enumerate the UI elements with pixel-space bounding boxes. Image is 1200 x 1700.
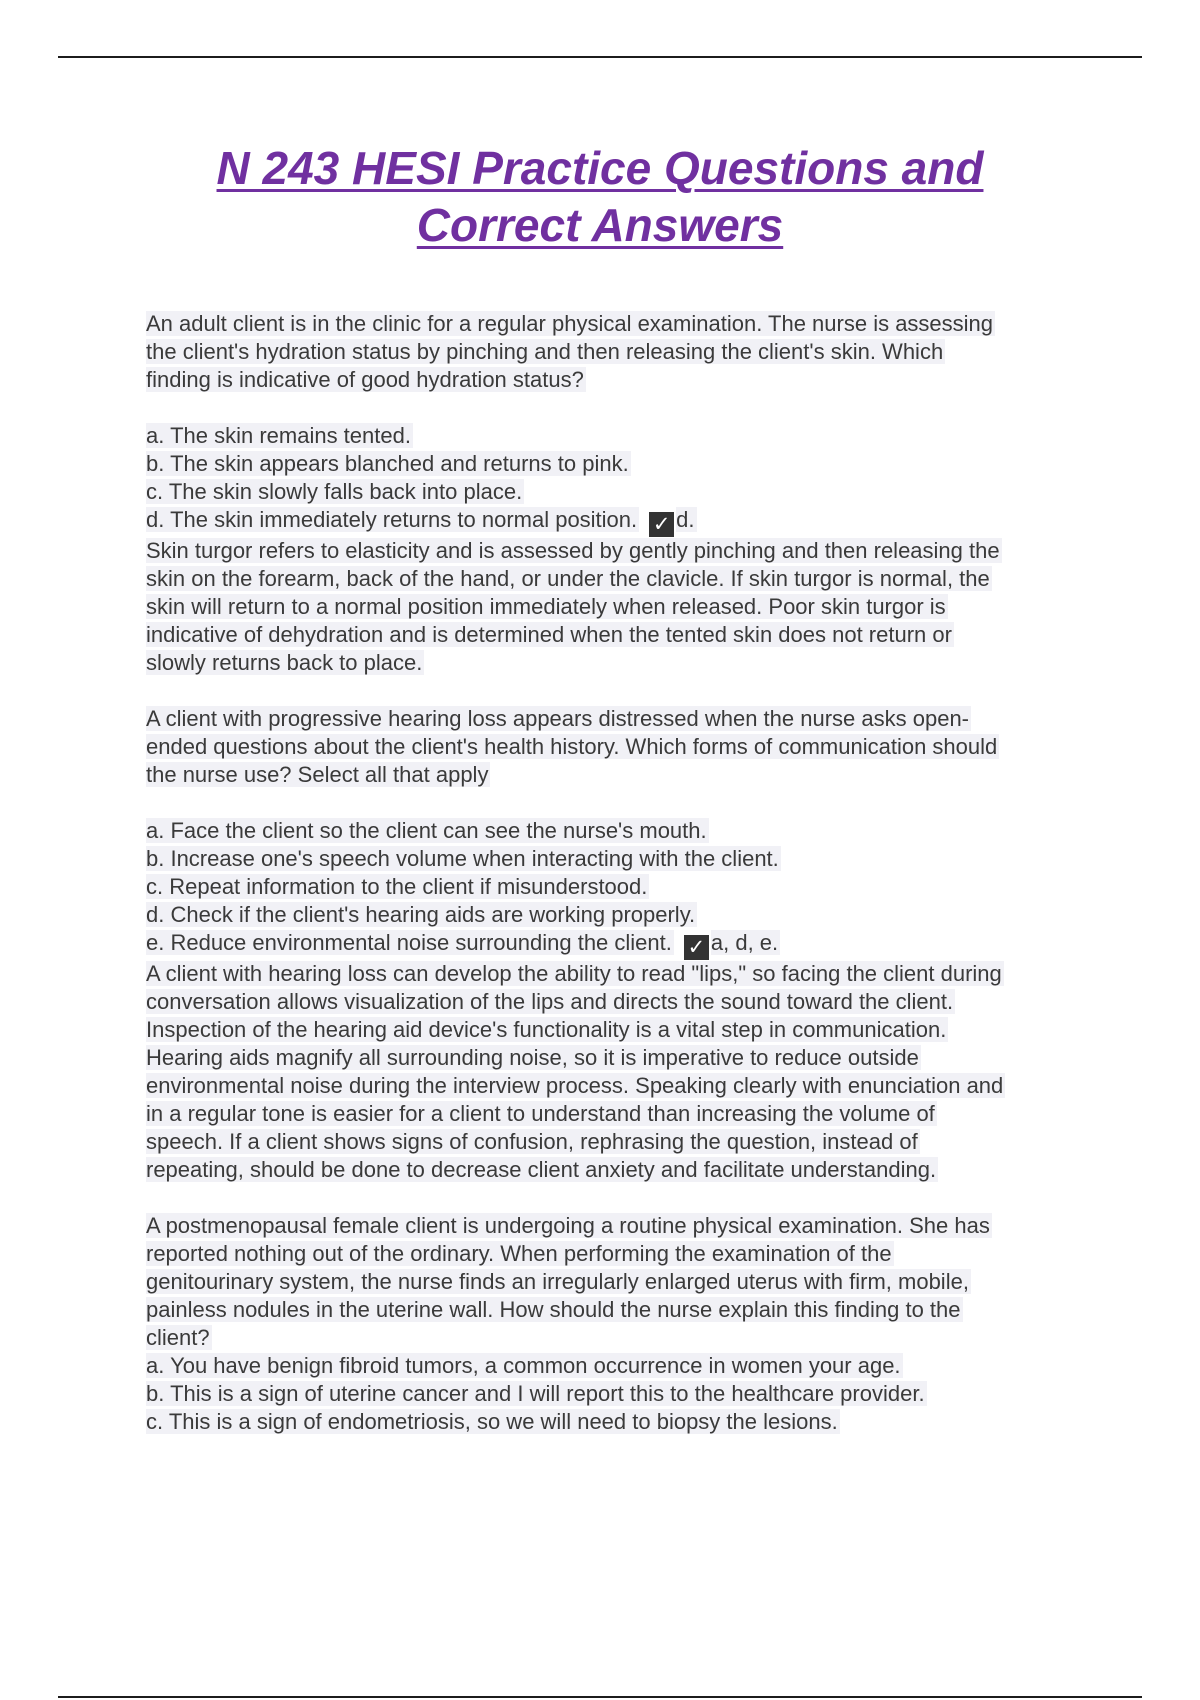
answer-option: b. The skin appears blanched and returns to pink.	[146, 451, 629, 476]
question-stem-line: An adult client is in the clinic for a regular physical examination. The nurse is assessing	[146, 311, 994, 336]
question-stem-line: painless nodules in the uterine wall. How should the nurse explain this finding to the	[146, 1297, 961, 1322]
top-rule	[58, 56, 1142, 58]
document-body	[146, 310, 1086, 1436]
answer-option: c. The skin slowly falls back into place.	[146, 479, 523, 504]
question-stem-line: finding is indicative of good hydration status?	[146, 367, 584, 392]
question-3	[146, 1212, 1086, 1436]
answer-option: a. You have benign fibroid tumors, a common occurrence in women your age.	[146, 1353, 901, 1378]
rationale-line: indicative of dehydration and is determined when the tented skin does not return or	[146, 622, 952, 647]
correct-answer: a, d, e.	[710, 930, 779, 955]
question-stem-line: the client's hydration status by pinching and then releasing the client's skin. Which	[146, 339, 944, 364]
question-stem-line: reported nothing out of the ordinary. When performing the examination of the	[146, 1241, 892, 1266]
rationale-line: speech. If a client shows signs of confusion, rephrasing the question, instead of	[146, 1129, 918, 1154]
rationale-line: slowly returns back to place.	[146, 650, 423, 675]
answer-option: a. Face the client so the client can see the nurse's mouth.	[146, 818, 707, 843]
question-stem-line: client?	[146, 1325, 210, 1350]
rationale-line: repeating, should be done to decrease client anxiety and facilitate understanding.	[146, 1157, 937, 1182]
rationale-line: A client with hearing loss can develop the ability to read "lips," so facing the client during	[146, 961, 1002, 986]
rationale-line: conversation allows visualization of the lips and directs the sound toward the client.	[146, 989, 954, 1014]
rationale-line: Hearing aids magnify all surrounding noise, so it is imperative to reduce outside	[146, 1045, 919, 1070]
answer-option: c. This is a sign of endometriosis, so we will need to biopsy the lesions.	[146, 1409, 838, 1434]
question-2	[146, 705, 1086, 1184]
rationale-line: environmental noise during the interview process. Speaking clearly with enunciation and	[146, 1073, 1004, 1098]
checkmark-icon: ✓	[684, 935, 709, 960]
question-stem-line: A postmenopausal female client is undergoing a routine physical examination. She has	[146, 1213, 990, 1238]
rationale-line: in a regular tone is easier for a client to understand than increasing the volume of	[146, 1101, 935, 1126]
question-1	[146, 310, 1086, 677]
answer-option: b. This is a sign of uterine cancer and I will report this to the healthcare provider.	[146, 1381, 925, 1406]
question-stem-line: genitourinary system, the nurse finds an irregularly enlarged uterus with firm, mobile,	[146, 1269, 969, 1294]
answer-option: d. Check if the client's hearing aids are working properly.	[146, 902, 696, 927]
rationale-line: Inspection of the hearing aid device's functionality is a vital step in communication.	[146, 1017, 947, 1042]
bottom-rule	[58, 1696, 1142, 1698]
rationale-line: Skin turgor refers to elasticity and is assessed by gently pinching and then releasing the	[146, 538, 1000, 563]
question-stem-line: A client with progressive hearing loss appears distressed when the nurse asks open-	[146, 706, 970, 731]
title-line-2: Correct Answers	[416, 199, 784, 251]
checkmark-icon: ✓	[649, 512, 674, 537]
answer-option: d. The skin immediately returns to normal position. ✓ d.	[146, 507, 695, 536]
answer-option: a. The skin remains tented.	[146, 423, 411, 448]
question-stem-line: the nurse use? Select all that apply	[146, 762, 489, 787]
rationale-line: skin will return to a normal position immediately when released. Poor skin turgor is	[146, 594, 946, 619]
answer-option: b. Increase one's speech volume when interacting with the client.	[146, 846, 779, 871]
answer-option: c. Repeat information to the client if misunderstood.	[146, 874, 648, 899]
document-title	[100, 140, 1100, 254]
rationale-line: skin on the forearm, back of the hand, or under the clavicle. If skin turgor is normal, the	[146, 566, 990, 591]
title-line-1: N 243 HESI Practice Questions and	[216, 142, 984, 194]
correct-answer: d.	[676, 507, 695, 532]
question-stem-line: ended questions about the client's health history. Which forms of communication should	[146, 734, 998, 759]
answer-option: e. Reduce environmental noise surrounding the client. ✓ a, d, e.	[146, 930, 779, 959]
